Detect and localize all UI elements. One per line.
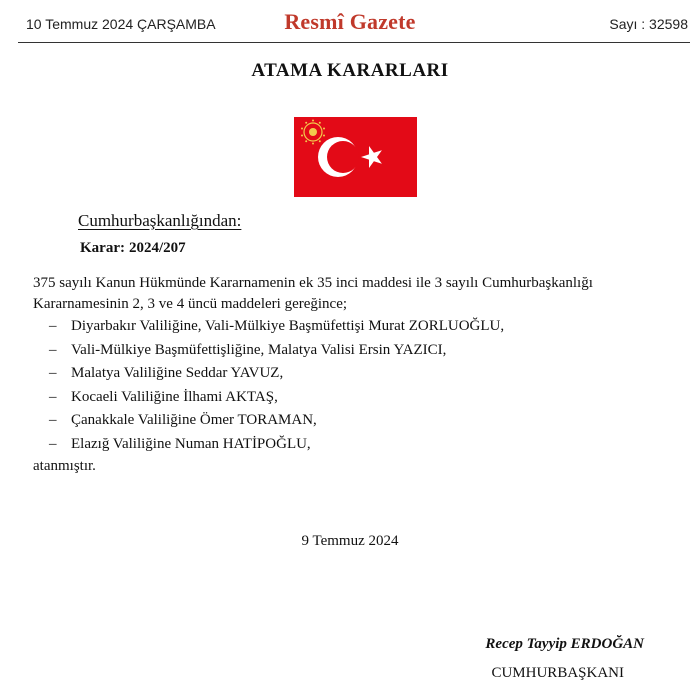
decision-number — [80, 240, 186, 257]
dash-bullet: – — [49, 388, 57, 405]
gazette-header — [0, 0, 700, 44]
dash-bullet: – — [49, 318, 57, 334]
list-item: – Çanakkale Valiliğine Ömer TORAMAN, — [33, 409, 673, 433]
dash-bullet: – — [49, 365, 57, 381]
header-divider — [18, 42, 690, 43]
issuer-heading: Cumhurbaşkanlığından: — [78, 211, 242, 230]
gazette-title: Resmî Gazete — [284, 9, 416, 34]
dash-bullet: – — [49, 412, 57, 428]
decision-label: Karar: — [80, 240, 125, 256]
decree-body — [33, 273, 673, 477]
appointment-list — [33, 315, 673, 456]
list-item: – Kocaeli Valiliğine İlhami AKTAŞ, — [33, 386, 673, 410]
presidential-flag-emblem — [294, 117, 417, 197]
section-title: ATAMA KARARLARI — [251, 60, 449, 81]
decree-intro: 375 sayılı Kanun Hükmünde Kararnamenin ek 35 inci maddesi ile 3 sayılı Cumhurbaşkanlığı Kararnamesinin 2, 3 ve 4 üncü maddeleri gereğince; — [33, 275, 593, 312]
decree-closing: atanmıştır. — [33, 458, 96, 474]
signer-name: Recep Tayyip ERDOĞAN — [485, 636, 644, 652]
list-item: – Vali-Mülkiye Başmüfettişliğine, Malatya Valisi Ersin YAZICI, — [33, 339, 673, 363]
signer-title: CUMHURBAŞKANI — [491, 665, 624, 681]
flag-icon — [294, 117, 417, 197]
dash-bullet: – — [49, 341, 57, 358]
issue-number: Sayı : 32598 — [609, 16, 688, 32]
list-item: – Diyarbakır Valiliğine, Vali-Mülkiye Başmüfettişi Murat ZORLUOĞLU, — [33, 315, 673, 339]
list-item: – Malatya Valiliğine Seddar YAVUZ, — [33, 362, 673, 386]
list-item: – Elazığ Valiliğine Numan HATİPOĞLU, — [33, 433, 673, 457]
issue-date: 10 Temmuz 2024 ÇARŞAMBA — [26, 16, 216, 32]
decision-value: 2024/207 — [128, 240, 186, 256]
dash-bullet: – — [49, 435, 57, 452]
signature-date: 9 Temmuz 2024 — [301, 533, 399, 549]
